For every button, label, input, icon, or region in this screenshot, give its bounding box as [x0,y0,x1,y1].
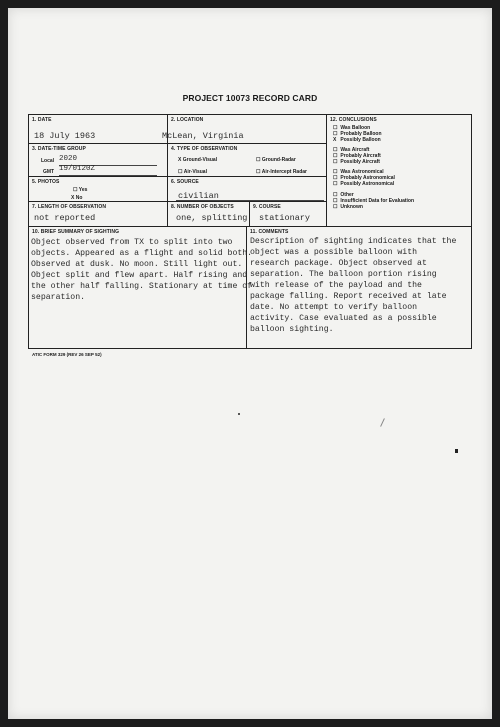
text-line: Object observed from TX to split into two [31,238,233,247]
gmt-value: 19/0120Z [59,165,96,173]
scan-speck [455,449,458,453]
text-line: Description of sighting indicates that the [250,237,457,246]
source-underline [176,200,324,201]
course-value: stationary [259,213,311,223]
conclusion-text: Possibly Balloon [339,137,381,143]
text-line: date. No attempt to verify balloon [250,303,418,312]
number-of-objects-cell [168,202,250,227]
text-line: Observed at dusk. No moon. Still light out. [31,260,243,269]
observation-type-cell [168,144,327,177]
local-value: 2020 [59,155,78,163]
text-line: with release of the payload and the [250,281,422,290]
date-value: 18 July 1963 [34,131,96,141]
length-value: not reported [34,213,96,223]
conclusion-mark: X [333,137,337,143]
date-cell [29,115,168,144]
text-line: package falling. Report received at late [250,292,447,301]
conclusion-mark: ☐ [333,204,338,210]
gmt-underline [59,175,157,176]
obs-air-intercept-radar-text: Air-Intercept Radar [261,169,307,175]
number-of-objects-label: 8. NUMBER OF OBJECTS [171,204,234,210]
conclusion-item [333,137,381,143]
obs-ground-visual-mark: X [178,157,182,163]
location-label: 2. LOCATION [171,117,204,123]
photos-yes: ☐ Yes [73,187,88,193]
summary-label: 10. BRIEF SUMMARY OF SIGHTING [32,229,120,235]
text-line: research package. Object observed at [250,259,427,268]
conclusion-item [333,159,380,165]
course-label: 9. COURSE [253,204,281,210]
obs-air-intercept-radar-mark: ☐ [256,169,261,175]
conclusion-text: Probably Aircraft [339,153,381,159]
obs-ground-radar-mark: ☐ [256,157,261,163]
length-label: 7. LENGTH OF OBSERVATION [32,204,107,210]
conclusion-mark: ☐ [333,175,338,181]
conclusion-text: Probably Balloon [339,131,382,137]
obs-ground-radar-text: Ground-Radar [261,157,296,163]
length-cell [29,202,168,227]
location-value: McLean, Virginia [162,131,244,141]
conclusion-mark: ☐ [333,153,338,159]
gmt-label: GMT [43,169,55,175]
conclusions-cell [327,115,471,227]
conclusion-mark: ☐ [333,192,338,198]
text-line: separation. [31,293,86,302]
obs-air-visual-mark: ☐ [178,169,183,175]
local-label: Local [41,158,55,164]
conclusion-mark: ☐ [333,159,338,165]
photos-label: 5. PHOTOS [32,179,60,185]
obs-air-intercept-radar [256,169,307,175]
conclusion-text: Possibly Aircraft [339,159,380,165]
conclusion-text: Was Astronomical [339,169,384,175]
conclusions-label: 12. CONCLUSIONS [330,117,377,123]
conclusion-item [333,181,394,187]
number-of-objects-value: one, splitting [176,213,248,223]
conclusion-text: Insufficient Data for Evaluation [339,198,415,204]
card-title: PROJECT 10073 RECORD CARD [182,93,318,103]
obs-ground-visual-text: Ground-Visual [182,157,218,163]
source-cell [168,177,327,202]
conclusion-text: Probably Astronomical [339,175,395,181]
source-value: civilian [178,191,219,201]
conclusion-text: Possibly Astronomical [339,181,395,187]
text-line: Object split and flew apart. Half rising and [31,271,248,280]
conclusion-mark: ☐ [333,169,338,175]
text-line: balloon sighting. [250,325,334,334]
date-label: 1. DATE [32,117,52,123]
conclusion-text: Was Balloon [339,125,371,131]
obs-ground-radar [256,157,296,163]
conclusion-item [333,204,363,210]
observation-type-label: 4. TYPE OF OBSERVATION [171,146,238,152]
conclusion-mark: ☐ [333,131,338,137]
conclusion-mark: ☐ [333,198,338,204]
source-label: 6. SOURCE [171,179,199,185]
date-time-group-cell [29,144,168,177]
conclusion-text: Unknown [339,204,363,210]
conclusion-mark: ☐ [333,147,338,153]
conclusion-text: Was Aircraft [339,147,370,153]
text-line: the other half falling. Stationary at time of [31,282,253,291]
photos-cell [29,177,168,202]
text-line: object was a possible balloon with [250,248,418,257]
record-card [28,114,472,349]
form-number: ATIC FORM 329 (REV 26 SEP 52) [32,352,102,357]
text-line: separation. The balloon portion rising [250,270,437,279]
conclusion-text: Other [339,192,354,198]
summary-cell [29,227,253,348]
obs-air-visual-text: Air-Visual [183,169,207,175]
conclusion-mark: ☐ [333,181,338,187]
photos-no: X No [71,195,83,201]
text-line: objects. Appeared as a flight and solid both. [31,249,253,258]
location-cell [162,115,327,144]
course-cell [250,202,327,227]
obs-air-visual [178,169,207,175]
comments-label: 11. COMMENTS [250,229,289,235]
scan-speck [238,413,240,415]
date-time-group-label: 3. DATE-TIME GROUP [32,146,86,152]
comments-cell [247,227,471,348]
obs-ground-visual [178,157,217,163]
conclusion-mark: ☐ [333,125,338,131]
text-line: activity. Case evaluated as a possible [250,314,437,323]
